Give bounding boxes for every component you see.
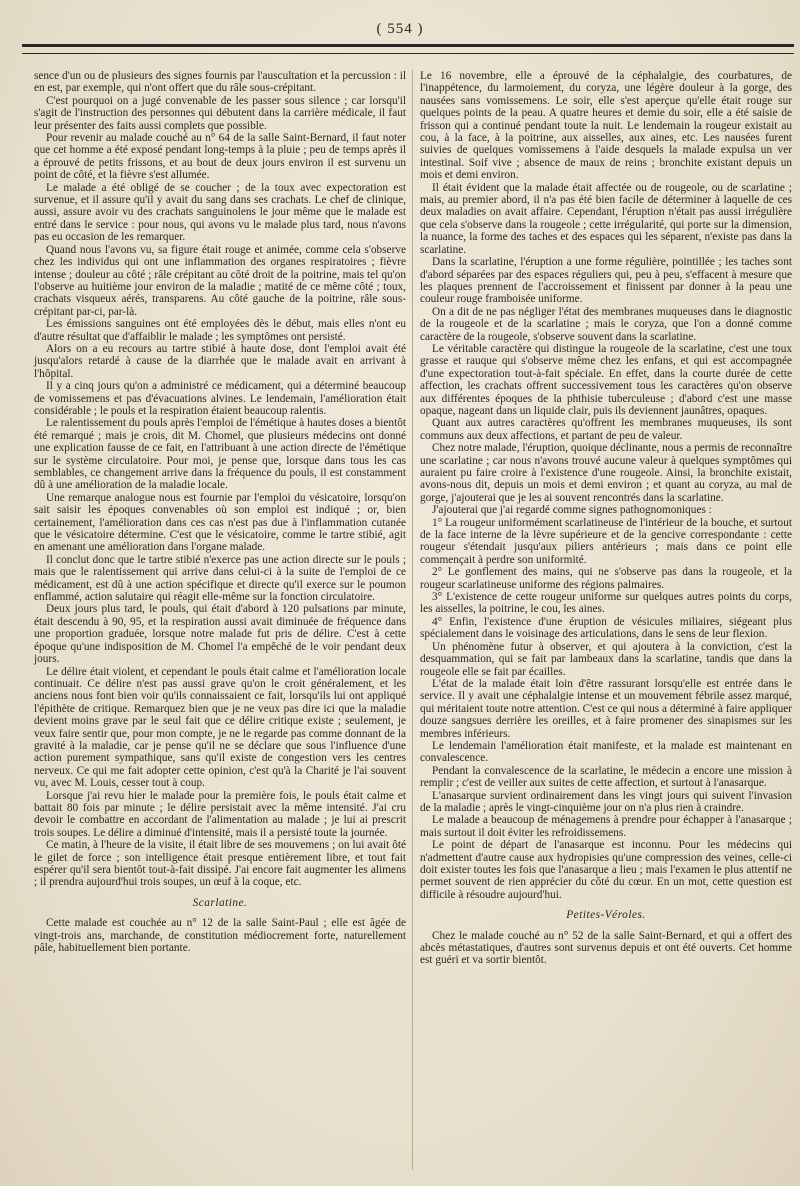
paragraph: Le point de départ de l'anasarque est inconnu. Pour les médecins qui n'admettent d'autre cause aux hydropisies qu'une compression des veines, celle-ci doit exister toutes les fois que l'anasarque a lieu ; mais l'examen le plus attentif ne permet souvent de rien apprécier du côté du cœur. En un mot, cette question est difficile à résoudre aujourd'hui. [420, 839, 792, 901]
paragraph: Chez notre malade, l'éruption, quoique déclinante, nous a permis de reconnaître une scarlatine ; car nous n'avons trouvé aucune valeur à quelques symptômes qui auraient pu faire croire à l'existence d'une rougeole. Ainsi, la bronchite existait, avons-nous dit, depuis un mois et demi environ ; et quant au coryza, au mal de gorge, j'ajouterai que je les ai souvent rencontrés dans la scarlatine. [420, 442, 792, 504]
page-number: ( 554 ) [376, 21, 424, 37]
paragraph: 4° Enfin, l'existence d'une éruption de vésicules miliaires, siégeant plus spécialement dans le voisinage des articulations, dans le sens de leur flexion. [420, 615, 792, 641]
paragraph: On a dit de ne pas négliger l'état des membranes muqueuses dans le diagnostic de la rougeole et de la scarlatine ; mais le coryza, que l'on a donné comme caractère de la rougeole, s'observe souvent dans la scarlatine. [420, 305, 792, 343]
paragraph: 2° Le gonflement des mains, qui ne s'observe pas dans la rougeole, et la rougeur scarlatineuse uniforme des régions palmaires. [420, 566, 792, 591]
paragraph: 3° L'existence de cette rougeur uniforme sur quelques autres points du corps, les aisselles, la poitrine, le cou, les aines. [420, 591, 792, 616]
paragraph: 1° La rougeur uniformément scarlatineuse de l'intérieur de la bouche, et surtout de la face interne de la lèvre supérieure et de la gencive correspondante : cette rougeur s'étendait jusqu'aux piliers antérieurs ; mais dans ce point elle commençait à perdre son uniformité. [420, 516, 792, 566]
paragraph: Cette malade est couchée au n° 12 de la salle Saint-Paul ; elle est âgée de vingt-trois ans, marchande, de constitution médiocrement forte, naturellement pâle, habituellement bien portante. [34, 917, 406, 955]
paragraph: Quand nous l'avons vu, sa figure était rouge et animée, comme cela s'observe chez les individus qui ont une inflammation des organes respiratoires ; fièvre intense ; douleur au côté ; râle crépitant au côté droit de la poitrine, mais tel qu'on l'observe au huitième jour environ de la maladie ; matité de ce même côté ; toux, crachats visqueux aérés, transparens. Au côté gauche de la poitrine, râle sous-crépitant par-ci, par-là. [34, 243, 406, 318]
paragraph: Ce matin, à l'heure de la visite, il était libre de ses mouvemens ; on lui avait ôté le gilet de force ; son intelligence était presque entièrement libre, et tout fait espérer qu'il sera bientôt tout-à-fait dissipé. J'ai encore fait augmenter les alimens ; il prendra aujourd'hui trois soupes, un œuf à la coque, etc. [34, 839, 406, 889]
paragraph: L'état de la malade était loin d'être rassurant lorsqu'elle est entrée dans le service. Il y avait une céphalalgie intense et un mouvement fébrile assez marqué, qui méritaient toute notre attention. C'est ce qui nous a déterminé à faire appliquer douze sangsues derrière les oreilles, et à faire promener des sinapismes sur les membres inférieurs. [420, 677, 792, 740]
paragraph: Quant aux autres caractères qu'offrent les membranes muqueuses, ils sont communs aux deux affections, et partant de peu de valeur. [420, 417, 792, 442]
paragraph: sence d'un ou de plusieurs des signes fournis par l'auscultation et la percussion : il en est, par exemple, qui n'ont offert que du râle sous-crépitant. [34, 70, 406, 95]
page-header [0, 18, 800, 38]
paragraph: Le 16 novembre, elle a éprouvé de la céphalalgie, des courbatures, de l'inappétence, du larmoiement, du coryza, une légère douleur à la gorge, des nausées sans vomissemens. Le soir, elle s'est aperçue qu'elle était rouge sur quelques points de la peau. A quatre heures et demie du soir, elle a été saisie de frisson qui a continué pendant toute la nuit. Le lendemain la rougeur existait au cou, à la face, à la poitrine, aux aisselles, aux aines, etc. Les nausées furent suivies de quelques vomissemens à l'aide desquels la malade expulsa un ver intestinal. Soif vive ; absence de maux de reins ; bronchite existant depuis un mois et demi environ. [420, 70, 792, 182]
right-column [420, 70, 792, 967]
paragraph: Un phénomène futur à observer, et qui ajoutera à la conviction, c'est la desquammation, qui se fait par lambeaux dans la scarlatine, tandis que dans la rougeole elle se fait par écailles. [420, 640, 792, 678]
paragraph: Il y a cinq jours qu'on a administré ce médicament, qui a déterminé beaucoup de vomissemens et pas d'évacuations alvines. Le lendemain, l'amélioration était considérable ; le pouls et la respiration étaient beaucoup ralentis. [34, 380, 406, 417]
left-column [34, 70, 406, 954]
paragraph: Alors on a eu recours au tartre stibié à haute dose, dont l'emploi avait été jusqu'alors retardé à cause de la diarrhée que le malade avait en arrivant à l'hôpital. [34, 342, 406, 380]
paragraph: C'est pourquoi on a jugé convenable de les passer sous silence ; car lorsqu'il s'agit de l'instruction des personnes qui débutent dans la carrière médicale, il faut leur présenter des faits aussi complets que possible. [34, 94, 406, 132]
paragraph: Pour revenir au malade couché au n° 64 de la salle Saint-Bernard, il faut noter que cet homme a été exposé pendant long-temps à la pluie ; peu de temps après il a éprouvé de petits frissons, et au bout de deux jours environ il est survenu un point de côté, et la fièvre s'est allumée. [34, 132, 406, 182]
paragraph: Deux jours plus tard, le pouls, qui était d'abord à 120 pulsations par minute, était descendu à 90, 95, et la respiration aussi avait diminuée de fréquence dans une proportion graduée, lorsque notre malade fut pris de délire. C'est à cette époque qu'une indisposition de M. Chomel l'a empêché de le voir pendant deux jours. [34, 603, 406, 666]
paragraph: L'anasarque survient ordinairement dans les vingt jours qui suivent l'invasion de la maladie ; après le vingt-cinquième jour on n'a plus rien à craindre. [420, 789, 792, 814]
paragraph: Le véritable caractère qui distingue la rougeole de la scarlatine, c'est une toux grasse et rauque qui s'observe même chez les enfans, et qui est accompagnée d'une expectoration tout-à-fait spéciale. En effet, dans la courte durée de cette affection, les crachats offrent successivement tous les caractères qu'on observe aux différentes époques de la phthisie tuberculeuse ; d'abord c'est une masse opaque, nageant dans un liquide clair, puis ils deviennent jaunâtres, opaques. [420, 342, 792, 417]
paragraph: Le malade a beaucoup de ménagemens à prendre pour échapper à l'anasarque ; mais surtout il doit éviter les refroidissemens. [420, 814, 792, 839]
paragraph: Une remarque analogue nous est fournie par l'emploi du vésicatoire, lorsqu'on sait saisir les époques convenables où son emploi est indiqué ; or, bien certainement, l'amélioration dans ces cas n'est pas due à l'inflammation cutanée que le vésicatoire détermine. C'est que le vésicatoire, comme le tartre stibié, agit en amenant une amélioration dans l'organe malade. [34, 491, 406, 554]
paragraph: Le délire était violent, et cependant le pouls était calme et l'amélioration locale continuait. Ce délire n'est pas aussi grave qu'on le croit généralement, et les anciens nous font bien voir qu'ils connaissaient ce fait, lorsqu'ils lui ont appliqué l'épithète de critique. Remarquez bien que je ne veux pas dire ici que la maladie devient moins grave par le seul fait que ce délire critique existe ; seulement, je veux faire sentir que, pour mon compte, je ne le regarde pas comme donnant de la gravité à la maladie, car je pense qu'il ne se déclare que sous l'influence d'une action purement sympathique, sans qu'il existe de congestion vers les centres nerveux. Ce qui me fait adopter cette opinion, c'est qu'à la Charité je l'ai souvent vu, avec M. Louis, cesser tout à coup. [34, 665, 406, 790]
paragraph: Les émissions sanguines ont été employées dès le début, mais elles n'ont eu d'autre résultat que d'affaiblir le malade ; les symptômes ont persisté. [34, 318, 406, 343]
paragraph: Chez le malade couché au n° 52 de la salle Saint-Bernard, et qui a offert des abcès métastatiques, d'autres sont survenus depuis et ont été ouverts. Cet homme est guéri et va sortir bientôt. [420, 929, 792, 967]
paragraph: Le ralentissement du pouls après l'emploi de l'émétique à hautes doses a bientôt été remarqué ; mais je crois, dit M. Chomel, que plusieurs médecins ont donné une explication fausse de ce fait, en l'attribuant à une action directe de l'émétique sur le système circulatoire. Pour moi, je pense que, lorsque dans tous les cas semblables, ce changement arrive dans la fréquence du pouls, il est constamment dû à une amélioration de la maladie locale. [34, 417, 406, 492]
section-heading: Petites-Véroles. [566, 909, 646, 922]
column-divider [412, 70, 413, 1170]
paragraph: Pendant la convalescence de la scarlatine, le médecin a encore une mission à remplir ; c'est de veiller aux suites de cette affection, et surtout à l'anasarque. [420, 764, 792, 790]
section-heading: Scarlatine. [192, 896, 248, 909]
header-rule [22, 44, 794, 54]
paragraph: Il était évident que la malade était affectée ou de rougeole, ou de scarlatine ; mais, au premier abord, il n'a pas été bien facile de déterminer à laquelle de ces deux maladies on avait affaire. Cependant, l'éruption n'était pas aussi irrégulière que cela s'observe dans la rougeole ; cette irrégularité, qui porte sur la dimension, la nuance, la forme des taches et des espaces qui les séparent, n'existe pas dans la scarlatine. [420, 181, 792, 256]
paragraph: Le lendemain l'amélioration était manifeste, et la malade est maintenant en convalescence. [420, 739, 792, 765]
paragraph: Lorsque j'ai revu hier le malade pour la première fois, le pouls était calme et battait 80 fois par minute ; le délire persistait avec la même intensité. J'ai cru devoir le combattre en accordant de l'alimentation au malade ; je lui ai prescrit trois soupes. Le délire a diminué d'intensité, mais il a persisté toute la journée. [34, 789, 406, 839]
paragraph: Le malade a été obligé de se coucher ; de la toux avec expectoration est survenue, et il assure qu'il y avait du sang dans ses crachats. Le chef de clinique, aussi, assure avoir vu des crachats sanguinolens le jour même que le malade est entré dans le service : pour nous, qui avons vu le malade plus tard, nous n'avons pas eu occasion de les remarquer. [34, 181, 406, 244]
paragraph: Il conclut donc que le tartre stibié n'exerce pas une action directe sur le pouls ; mais que le ralentissement qui arrive dans celui-ci à la suite de l'emploi de ce médicament, est dû à une action spécifique et directe qu'il exerce sur le poumon enflammé, action salutaire qui réagit elle-même sur la fonction circulatoire. [34, 553, 406, 604]
paragraph: J'ajouterai que j'ai regardé comme signes pathognomoniques : [432, 504, 712, 517]
paragraph: Dans la scarlatine, l'éruption a une forme régulière, pointillée ; les taches sont d'abord séparées par des espaces réguliers qui, peu à peu, s'effacent à mesure que les plaques prennent de l'accroissement et finissent par donner à la peau une couleur rouge framboisée uniforme. [420, 256, 792, 306]
